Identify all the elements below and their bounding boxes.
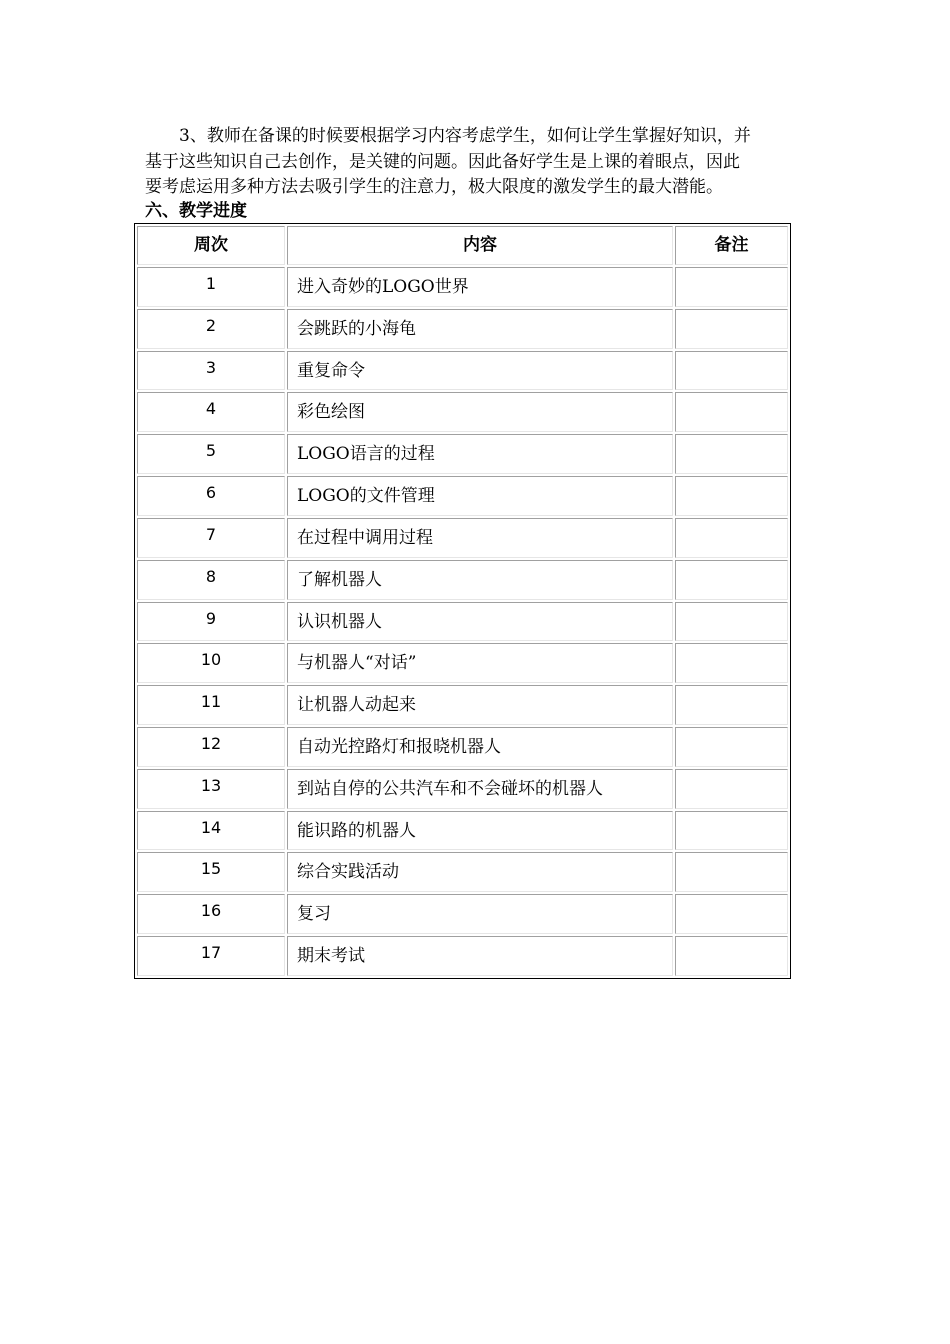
table-row [137,392,788,432]
content-cell: 自动光控路灯和报晓机器人 [287,727,673,767]
note-cell [675,727,788,767]
note-cell [675,936,788,976]
content-cell: 认识机器人 [287,602,673,642]
content-cell: 到站自停的公共汽车和不会碰坏的机器人 [287,769,673,809]
week-cell: 16 [137,894,285,934]
note-cell [675,476,788,516]
week-cell: 15 [137,852,285,892]
table-row [137,811,788,851]
body-paragraph [145,124,809,201]
content-cell: 期末考试 [287,936,673,976]
content-cell: LOGO的文件管理 [287,476,673,516]
header-week: 周次 [137,226,285,265]
content-cell: 进入奇妙的LOGO世界 [287,267,673,307]
schedule-table [134,223,791,979]
table-row [137,518,788,558]
section-heading: 六、教学进度 [145,201,247,221]
table-row [137,560,788,600]
content-cell: 会跳跃的小海龟 [287,309,673,349]
note-cell [675,602,788,642]
note-cell [675,811,788,851]
week-cell: 8 [137,560,285,600]
table-row [137,727,788,767]
content-cell: 在过程中调用过程 [287,518,673,558]
table-row [137,936,788,976]
note-cell [675,351,788,391]
week-cell: 13 [137,769,285,809]
note-cell [675,852,788,892]
paragraph-line: 3、教师在备课的时候要根据学习内容考虑学生，如何让学生掌握好知识，并 [179,126,751,146]
note-cell [675,894,788,934]
table-row [137,643,788,683]
header-content: 内容 [287,226,673,265]
table-row [137,852,788,892]
week-cell: 11 [137,685,285,725]
note-cell [675,267,788,307]
table-row [137,267,788,307]
week-cell: 14 [137,811,285,851]
content-cell: 综合实践活动 [287,852,673,892]
content-cell: 让机器人动起来 [287,685,673,725]
content-cell: 能识路的机器人 [287,811,673,851]
note-cell [675,560,788,600]
content-cell: LOGO语言的过程 [287,434,673,474]
week-cell: 12 [137,727,285,767]
table-row [137,476,788,516]
week-cell: 10 [137,643,285,683]
week-cell: 1 [137,267,285,307]
table-row [137,685,788,725]
paragraph-line: 要考虑运用多种方法去吸引学生的注意力，极大限度的激发学生的最大潜能。 [145,177,723,197]
note-cell [675,643,788,683]
paragraph-line: 基于这些知识自己去创作，是关键的问题。因此备好学生是上课的着眼点，因此 [145,151,740,172]
table-row [137,602,788,642]
week-cell: 6 [137,476,285,516]
content-cell: 复习 [287,894,673,934]
content-cell: 重复命令 [287,351,673,391]
note-cell [675,518,788,558]
header-note: 备注 [675,226,788,265]
note-cell [675,685,788,725]
content-cell: 与机器人“对话” [287,643,673,683]
content-cell: 彩色绘图 [287,392,673,432]
content-cell: 了解机器人 [287,560,673,600]
table-row [137,894,788,934]
week-cell: 4 [137,392,285,432]
table-row [137,351,788,391]
week-cell: 5 [137,434,285,474]
week-cell: 17 [137,936,285,976]
week-cell: 3 [137,351,285,391]
note-cell [675,309,788,349]
note-cell [675,434,788,474]
table-header-row [137,226,788,265]
note-cell [675,769,788,809]
table-row [137,769,788,809]
week-cell: 9 [137,602,285,642]
note-cell [675,392,788,432]
table-row [137,434,788,474]
table-row [137,309,788,349]
week-cell: 7 [137,518,285,558]
week-cell: 2 [137,309,285,349]
